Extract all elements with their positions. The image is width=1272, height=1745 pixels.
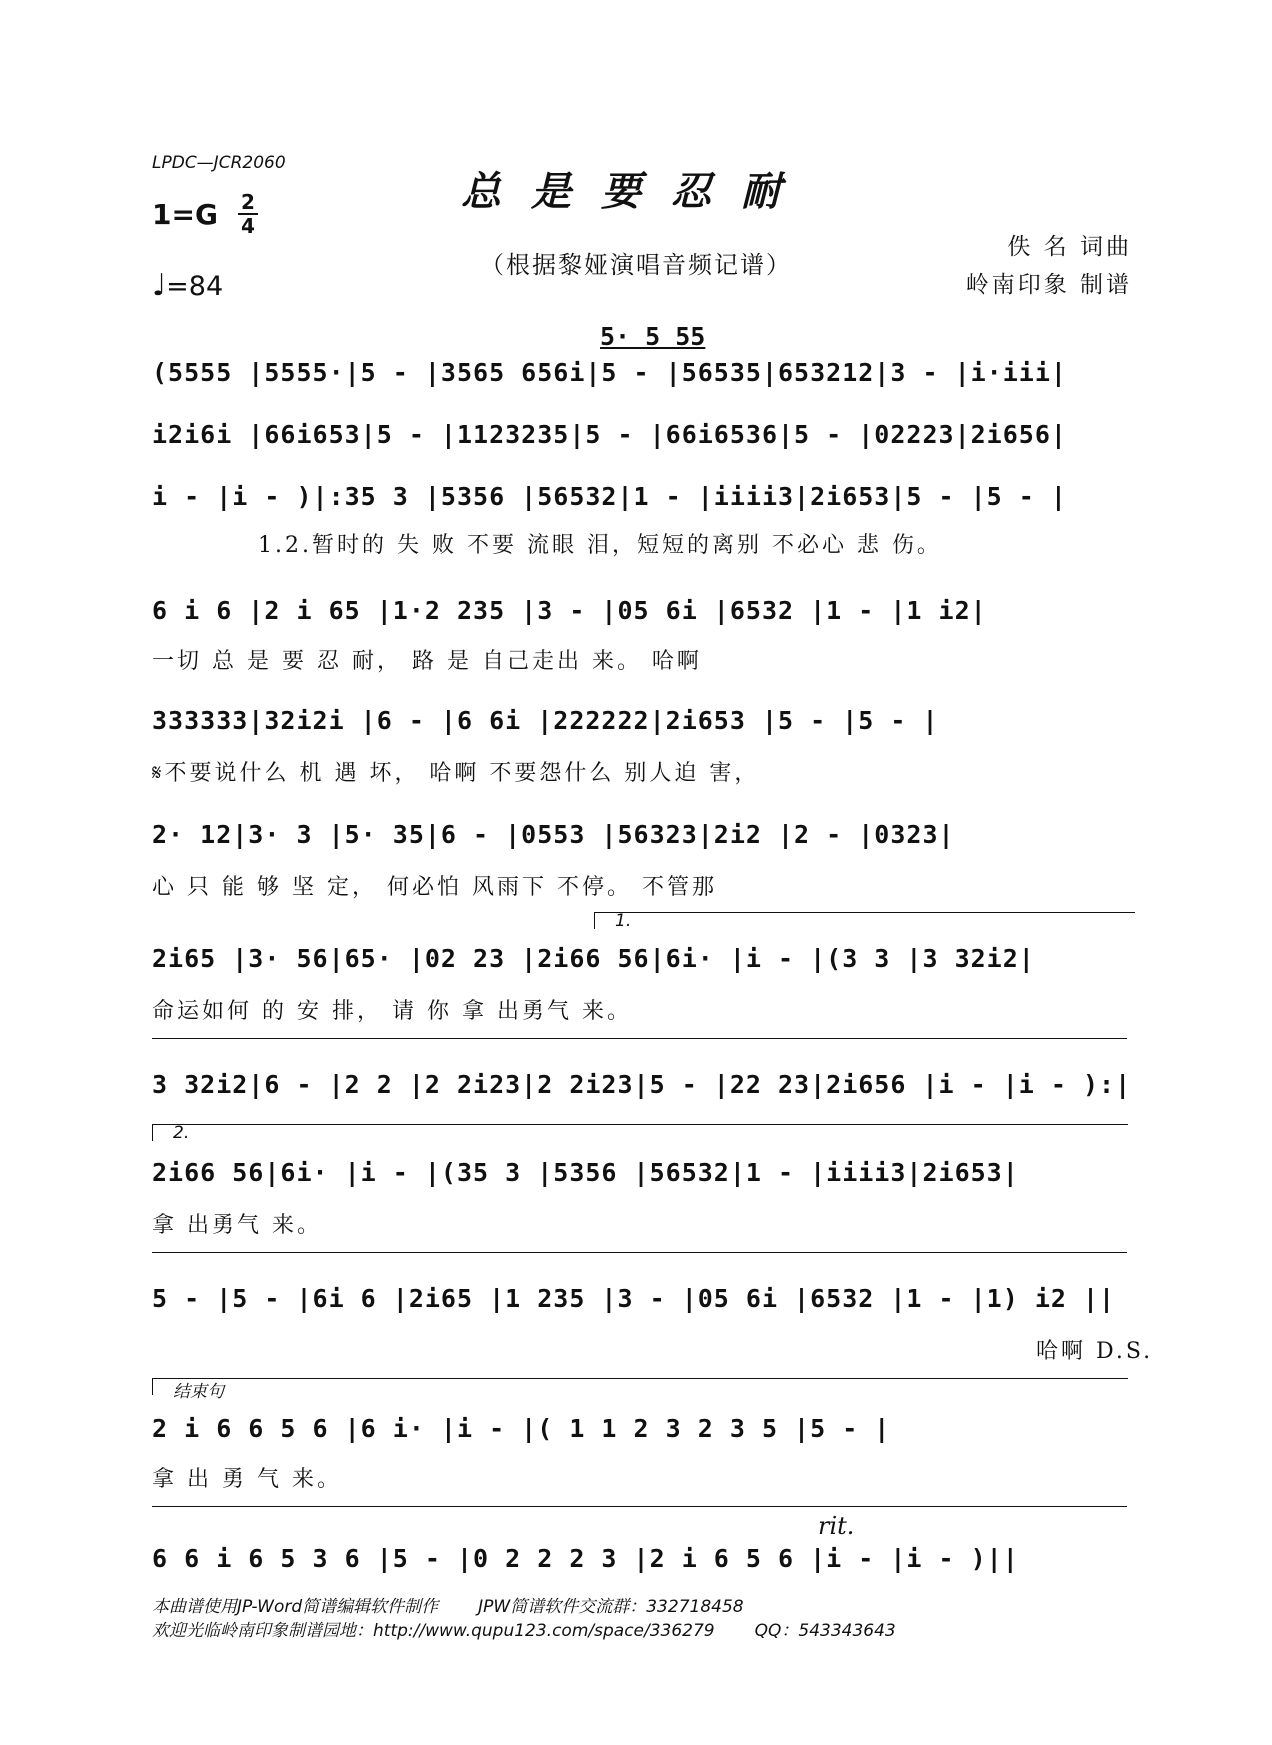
lyric-row-4: 一切 总 是 要 忍 耐， 路 是 自己走出 来。 哈啊 — [152, 649, 702, 674]
score-row-10: 5 - |5 - |6i 6 |2i65 |1 235 |3 - |05 6i |6532 |1 - |1) i2 || — [152, 1284, 1116, 1313]
time-signature-top: 2 — [241, 190, 255, 214]
page-title: 总是要忍耐 — [461, 168, 811, 215]
score-row-12: 6 6 i 6 5 3 6 |5 - |0 2 2 2 3 |2 i 6 5 6 |i - |i - )|| — [152, 1544, 1019, 1573]
volta-1-continuation-line — [152, 1038, 1127, 1039]
lyric-row-10: 哈啊 D.S. — [1036, 1339, 1154, 1364]
score-code: LPDC—JCR2060 — [152, 153, 286, 173]
lyric-row-9: 拿 出勇气 来。 — [152, 1213, 322, 1238]
footer-group: JPW简谱软件交流群：332718458 — [478, 1597, 744, 1617]
score-row-1: (5555 |5555·|5 - |3565 656i|5 - |56535|653212|3 - |i·iii| — [152, 358, 1067, 387]
lyric-row-7: 命运如何 的 安 排， 请 你 拿 出勇气 来。 — [152, 999, 632, 1024]
credit-lyrics-music: 佚 名 词曲 — [1007, 234, 1132, 260]
volta-2-continuation-line — [152, 1252, 1127, 1253]
volta-2-bracket — [152, 1124, 1128, 1141]
score-row-7: 2i65 |3· 56|65· |02 23 |2i66 56|6i· |i - |(3 3 |3 32i2| — [152, 944, 1035, 973]
lyric-row-11: 拿 出 勇 气 来。 — [152, 1467, 342, 1492]
score-row-8: 3 32i2|6 - |2 2 |2 2i23|2 2i23|5 - |22 23|2i656 |i - |i - ):| — [152, 1070, 1132, 1099]
tempo-value: =84 — [166, 271, 224, 302]
ending-label: 结束句 — [173, 1382, 224, 1402]
score-row-2: i2i6i |66i653|5 - |1123235|5 - |66i6536|5 - |02223|2i656| — [152, 420, 1067, 449]
volta-2-label: 2. — [173, 1123, 190, 1143]
credit-arranger: 岭南印象 制谱 — [965, 272, 1132, 298]
footer-line-1 — [152, 1592, 784, 1617]
score-row-11: 2 i 6 6 5 6 |6 i· |i - |( 1 1 2 3 2 3 5 |5 - | — [152, 1414, 891, 1443]
footer-qq: QQ：543343643 — [754, 1621, 896, 1641]
ritardando-mark: rit. — [818, 1512, 855, 1540]
footer-website: 欢迎光临岭南印象制谱园地：http://www.qupu123.com/space/336279 — [152, 1621, 715, 1641]
time-signature-bottom: 4 — [241, 214, 255, 238]
lyric-row-3: 1.2.暂时的 失 败 不要 流眼 泪，短短的离别 不必心 悲 伤。 — [258, 533, 942, 558]
score-row-9: 2i66 56|6i· |i - |(35 3 |5356 |56532|1 - |iiii3|2i653| — [152, 1158, 1019, 1187]
quarter-note-icon: ♩ — [152, 268, 167, 303]
score-row-3: i - |i - )|:35 3 |5356 |56532|1 - |iiii3|2i653|5 - |5 - | — [152, 482, 1067, 511]
score-row-5: 333333|32i2i |6 - |6 6i |222222|2i653 |5 - |5 - | — [152, 706, 939, 735]
pickup-notes: 5· 5 55 — [600, 322, 706, 351]
score-row-6: 2· 12|3· 3 |5· 35|6 - |0553 |56323|2i2 |2 - |0323| — [152, 820, 955, 849]
footer-software: 本曲谱使用JP-Word简谱编辑软件制作 — [152, 1597, 439, 1617]
time-signature — [238, 192, 258, 236]
footer-line-2 — [152, 1616, 936, 1641]
ending-continuation-line — [152, 1506, 1127, 1507]
subtitle: （根据黎娅演唱音频记谱） — [480, 251, 792, 279]
ending-bracket — [152, 1378, 1128, 1402]
lyric-row-6: 心 只 能 够 坚 定， 何必怕 风雨下 不停。 不管那 — [152, 875, 717, 900]
volta-1-bracket — [594, 912, 1135, 929]
score-row-4: 6 i 6 |2 i 65 |1·2 235 |3 - |05 6i |6532 |1 - |1 i2| — [152, 596, 987, 625]
volta-1-label: 1. — [615, 911, 632, 931]
lyric-row-5: 𝄋不要说什么 机 遇 坏， 哈啊 不要怨什么 别人迫 害， — [152, 761, 760, 786]
key-signature: 1=G — [152, 198, 218, 231]
